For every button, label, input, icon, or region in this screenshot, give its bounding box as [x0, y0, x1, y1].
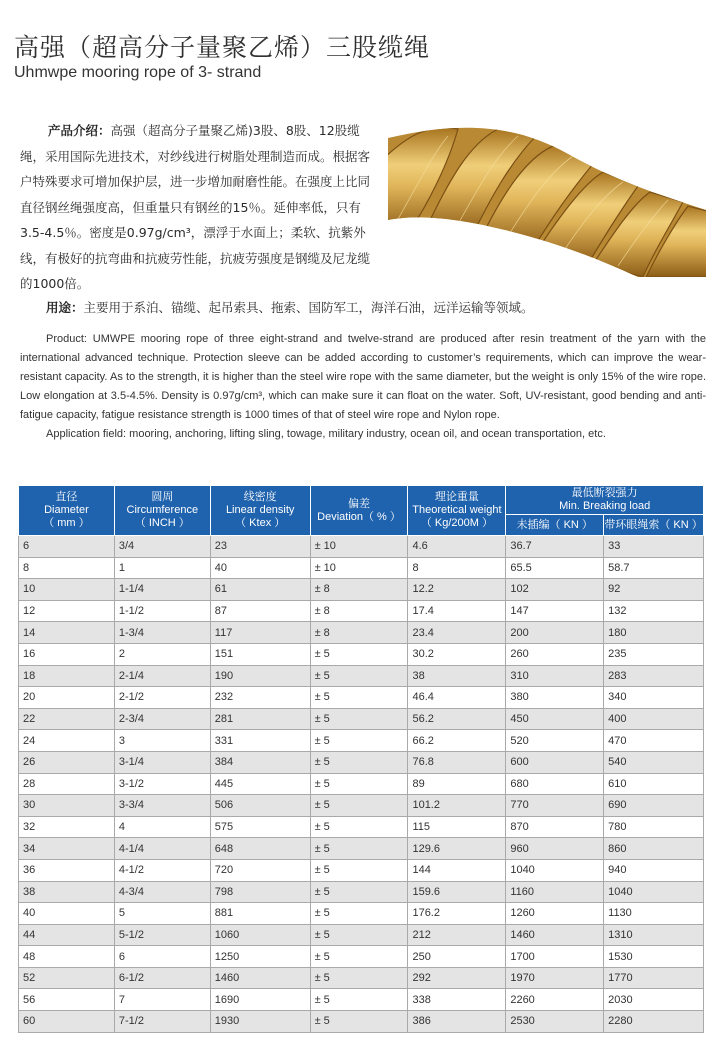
table-cell: 7-1/2: [114, 1011, 210, 1033]
table-cell: 340: [604, 687, 704, 709]
table-cell: 4-1/4: [114, 838, 210, 860]
table-row: [19, 859, 704, 881]
table-row: [19, 643, 704, 665]
table-cell: ± 5: [310, 730, 408, 752]
table-cell: 34: [19, 838, 115, 860]
product-intro-en: [20, 330, 706, 444]
table-cell: 450: [506, 708, 604, 730]
table-cell: 1460: [506, 924, 604, 946]
product-intro-label: 产品介绍：: [48, 123, 111, 138]
table-cell: 17.4: [408, 600, 506, 622]
table-cell: 26: [19, 751, 115, 773]
table-cell: ± 8: [310, 600, 408, 622]
table-row: [19, 600, 704, 622]
table-cell: 52: [19, 967, 115, 989]
table-cell: 648: [210, 838, 310, 860]
table-row: [19, 579, 704, 601]
table-cell: 4.6: [408, 536, 506, 558]
header-diameter: 直径 Diameter （ mm ）: [19, 486, 115, 536]
table-cell: 960: [506, 838, 604, 860]
table-cell: 46.4: [408, 687, 506, 709]
table-cell: 147: [506, 600, 604, 622]
table-cell: ± 5: [310, 859, 408, 881]
table-cell: 22: [19, 708, 115, 730]
header-theoretical-weight: 理论重量 Theoretical weight （ Kg/200M ）: [408, 486, 506, 536]
table-cell: 506: [210, 795, 310, 817]
table-cell: ± 10: [310, 536, 408, 558]
table-row: [19, 838, 704, 860]
table-cell: 176.2: [408, 903, 506, 925]
table-cell: 8: [19, 557, 115, 579]
rope-photo: [388, 124, 706, 277]
table-cell: 1460: [210, 967, 310, 989]
table-cell: 384: [210, 751, 310, 773]
table-cell: ± 5: [310, 903, 408, 925]
table-cell: 151: [210, 643, 310, 665]
table-row: [19, 795, 704, 817]
table-cell: 2260: [506, 989, 604, 1011]
table-cell: 1130: [604, 903, 704, 925]
table-cell: 2030: [604, 989, 704, 1011]
table-cell: 2280: [604, 1011, 704, 1033]
table-cell: 1970: [506, 967, 604, 989]
header-eye-spliced: 带环眼绳索（ KN ）: [604, 515, 704, 536]
spec-table: [18, 485, 704, 1033]
table-row: [19, 946, 704, 968]
table-cell: 6: [114, 946, 210, 968]
table-row: [19, 773, 704, 795]
table-cell: 1260: [506, 903, 604, 925]
table-cell: 5-1/2: [114, 924, 210, 946]
table-cell: 159.6: [408, 881, 506, 903]
table-row: [19, 751, 704, 773]
table-cell: 117: [210, 622, 310, 644]
table-row: [19, 903, 704, 925]
table-cell: 89: [408, 773, 506, 795]
table-cell: 18: [19, 665, 115, 687]
table-cell: 23: [210, 536, 310, 558]
table-cell: 1700: [506, 946, 604, 968]
table-row: [19, 1011, 704, 1033]
table-cell: 200: [506, 622, 604, 644]
table-cell: 58.7: [604, 557, 704, 579]
table-row: [19, 687, 704, 709]
table-cell: 2-1/4: [114, 665, 210, 687]
table-cell: 3: [114, 730, 210, 752]
table-cell: 3-1/2: [114, 773, 210, 795]
table-cell: 380: [506, 687, 604, 709]
table-cell: ± 5: [310, 838, 408, 860]
table-cell: 1250: [210, 946, 310, 968]
table-cell: ± 5: [310, 708, 408, 730]
table-cell: 144: [408, 859, 506, 881]
table-cell: 38: [408, 665, 506, 687]
table-cell: 1060: [210, 924, 310, 946]
table-cell: 66.2: [408, 730, 506, 752]
table-cell: 2-3/4: [114, 708, 210, 730]
table-cell: 1770: [604, 967, 704, 989]
header-unspliced: 未插编（ KN ）: [506, 515, 604, 536]
table-cell: 28: [19, 773, 115, 795]
header-min-breaking-load: 最低断裂强力 Min. Breaking load: [506, 486, 704, 515]
table-cell: 1930: [210, 1011, 310, 1033]
table-cell: 10: [19, 579, 115, 601]
table-cell: 5: [114, 903, 210, 925]
table-cell: 20: [19, 687, 115, 709]
table-cell: 61: [210, 579, 310, 601]
table-cell: 1040: [604, 881, 704, 903]
table-cell: 2530: [506, 1011, 604, 1033]
table-cell: 102: [506, 579, 604, 601]
table-cell: 250: [408, 946, 506, 968]
table-cell: 310: [506, 665, 604, 687]
table-row: [19, 967, 704, 989]
table-cell: 60: [19, 1011, 115, 1033]
table-cell: 12.2: [408, 579, 506, 601]
table-cell: ± 5: [310, 773, 408, 795]
table-cell: 2-1/2: [114, 687, 210, 709]
table-cell: ± 8: [310, 622, 408, 644]
table-cell: 56.2: [408, 708, 506, 730]
table-cell: 1: [114, 557, 210, 579]
table-cell: ± 5: [310, 665, 408, 687]
table-cell: 720: [210, 859, 310, 881]
table-cell: 14: [19, 622, 115, 644]
table-cell: 30.2: [408, 643, 506, 665]
application-cn: [46, 298, 534, 316]
table-cell: ± 5: [310, 687, 408, 709]
table-cell: 48: [19, 946, 115, 968]
table-cell: 860: [604, 838, 704, 860]
table-cell: 445: [210, 773, 310, 795]
table-cell: 770: [506, 795, 604, 817]
table-cell: 520: [506, 730, 604, 752]
table-cell: 65.5: [506, 557, 604, 579]
table-cell: ± 5: [310, 967, 408, 989]
table-cell: ± 5: [310, 1011, 408, 1033]
table-cell: 24: [19, 730, 115, 752]
table-cell: 881: [210, 903, 310, 925]
table-cell: 1530: [604, 946, 704, 968]
table-cell: ± 5: [310, 924, 408, 946]
table-row: [19, 665, 704, 687]
header-circumference: 圆周 Circumference （ INCH ）: [114, 486, 210, 536]
table-cell: 190: [210, 665, 310, 687]
table-row: [19, 536, 704, 558]
table-cell: 331: [210, 730, 310, 752]
table-cell: 180: [604, 622, 704, 644]
application-label: 用途：: [46, 300, 84, 315]
table-cell: 400: [604, 708, 704, 730]
table-cell: 36: [19, 859, 115, 881]
table-cell: 3-3/4: [114, 795, 210, 817]
table-row: [19, 557, 704, 579]
header-deviation: 偏差 Deviation（ % ）: [310, 486, 408, 536]
table-cell: ± 5: [310, 751, 408, 773]
table-cell: 940: [604, 859, 704, 881]
table-cell: ± 5: [310, 989, 408, 1011]
table-cell: 87: [210, 600, 310, 622]
table-cell: ± 5: [310, 795, 408, 817]
table-cell: 101.2: [408, 795, 506, 817]
table-cell: 3/4: [114, 536, 210, 558]
table-cell: 281: [210, 708, 310, 730]
table-cell: 1040: [506, 859, 604, 881]
table-cell: ± 10: [310, 557, 408, 579]
table-cell: 1-1/4: [114, 579, 210, 601]
table-cell: 30: [19, 795, 115, 817]
table-cell: 235: [604, 643, 704, 665]
table-cell: 1690: [210, 989, 310, 1011]
table-cell: 56: [19, 989, 115, 1011]
application-text: 主要用于系泊、锚缆、起吊索具、拖索、国防军工，海洋石油，远洋运输等领域。: [83, 300, 534, 315]
page-title-en: Uhmwpe mooring rope of 3- strand: [14, 64, 262, 81]
table-cell: 40: [19, 903, 115, 925]
product-intro-text: 高强（超高分子量聚乙烯)3股、8股、12股缆绳，采用国际先进技术，对纱线进行树脂处理制造而成。根据客户特殊要求可增加保护层，进一步增加耐磨性能。在强度上比同直径钢丝绳强度高，但重量只有钢丝的15％。延伸率低，只有3.5-4.5％。密度是0.97g/cm³，漂浮于水面上；柔软、抗紫外线，有极好的抗弯曲和抗疲劳性能，抗疲劳强度是钢缆及尼龙缆的1000倍。: [20, 123, 371, 291]
page-title-cn: 高强（超高分子量聚乙烯）三股缆绳: [14, 33, 431, 62]
table-cell: 798: [210, 881, 310, 903]
table-cell: 38: [19, 881, 115, 903]
table-cell: 6: [19, 536, 115, 558]
table-cell: 36.7: [506, 536, 604, 558]
table-cell: 1-3/4: [114, 622, 210, 644]
table-row: [19, 708, 704, 730]
table-cell: 2: [114, 643, 210, 665]
table-cell: 33: [604, 536, 704, 558]
table-cell: ± 5: [310, 881, 408, 903]
table-cell: 540: [604, 751, 704, 773]
application-field-en: Application field: mooring, anchoring, lifting sling, towage, military industry, ocean oil, and ocean transportation, etc.: [46, 428, 606, 440]
table-cell: 1310: [604, 924, 704, 946]
table-cell: 92: [604, 579, 704, 601]
table-row: [19, 881, 704, 903]
table-cell: 115: [408, 816, 506, 838]
table-cell: ± 5: [310, 816, 408, 838]
table-cell: 1-1/2: [114, 600, 210, 622]
table-cell: 870: [506, 816, 604, 838]
table-cell: 76.8: [408, 751, 506, 773]
header-linear-density: 线密度 Linear density （ Ktex ）: [210, 486, 310, 536]
table-cell: 6-1/2: [114, 967, 210, 989]
table-cell: 23.4: [408, 622, 506, 644]
table-cell: 4-1/2: [114, 859, 210, 881]
table-row: [19, 622, 704, 644]
table-cell: 16: [19, 643, 115, 665]
table-cell: 44: [19, 924, 115, 946]
table-cell: 3-1/4: [114, 751, 210, 773]
spec-table-body: [19, 536, 704, 1033]
table-cell: 386: [408, 1011, 506, 1033]
table-cell: 7: [114, 989, 210, 1011]
table-cell: 610: [604, 773, 704, 795]
table-cell: 690: [604, 795, 704, 817]
table-cell: 338: [408, 989, 506, 1011]
table-row: [19, 924, 704, 946]
table-row: [19, 816, 704, 838]
table-cell: 212: [408, 924, 506, 946]
table-cell: 40: [210, 557, 310, 579]
table-cell: 4-3/4: [114, 881, 210, 903]
table-cell: 600: [506, 751, 604, 773]
table-cell: 12: [19, 600, 115, 622]
product-description-en: Product: UMWPE mooring rope of three eight-strand and twelve-strand are produced after resin treatment of the yarn with the international advanced technique. Protection sleeve can be added according to customer’s requirements, which can improve the wear-resistant capacity. As to the strength, it is higher than the steel wire rope with the same diameter, but the weight is only 15% of the wire rope. Low elongation at 3.5-4.5%. Density is 0.97g/cm³, which can make sure it can float on the water. Soft, UV-resistant, good bending and anti-fatigue capacity, fatigue resistance strength is 1000 times of that of steel wire rope and Nylon rope.: [20, 333, 706, 421]
table-cell: 575: [210, 816, 310, 838]
table-row: [19, 989, 704, 1011]
table-cell: 780: [604, 816, 704, 838]
table-cell: 283: [604, 665, 704, 687]
table-cell: 8: [408, 557, 506, 579]
table-cell: 232: [210, 687, 310, 709]
table-cell: ± 5: [310, 946, 408, 968]
table-cell: 132: [604, 600, 704, 622]
table-cell: 129.6: [408, 838, 506, 860]
table-cell: 4: [114, 816, 210, 838]
table-cell: 470: [604, 730, 704, 752]
product-intro-cn: [20, 118, 382, 297]
table-cell: ± 8: [310, 579, 408, 601]
table-cell: 292: [408, 967, 506, 989]
table-cell: ± 5: [310, 643, 408, 665]
table-cell: 32: [19, 816, 115, 838]
table-row: [19, 730, 704, 752]
table-cell: 1160: [506, 881, 604, 903]
table-cell: 680: [506, 773, 604, 795]
table-cell: 260: [506, 643, 604, 665]
